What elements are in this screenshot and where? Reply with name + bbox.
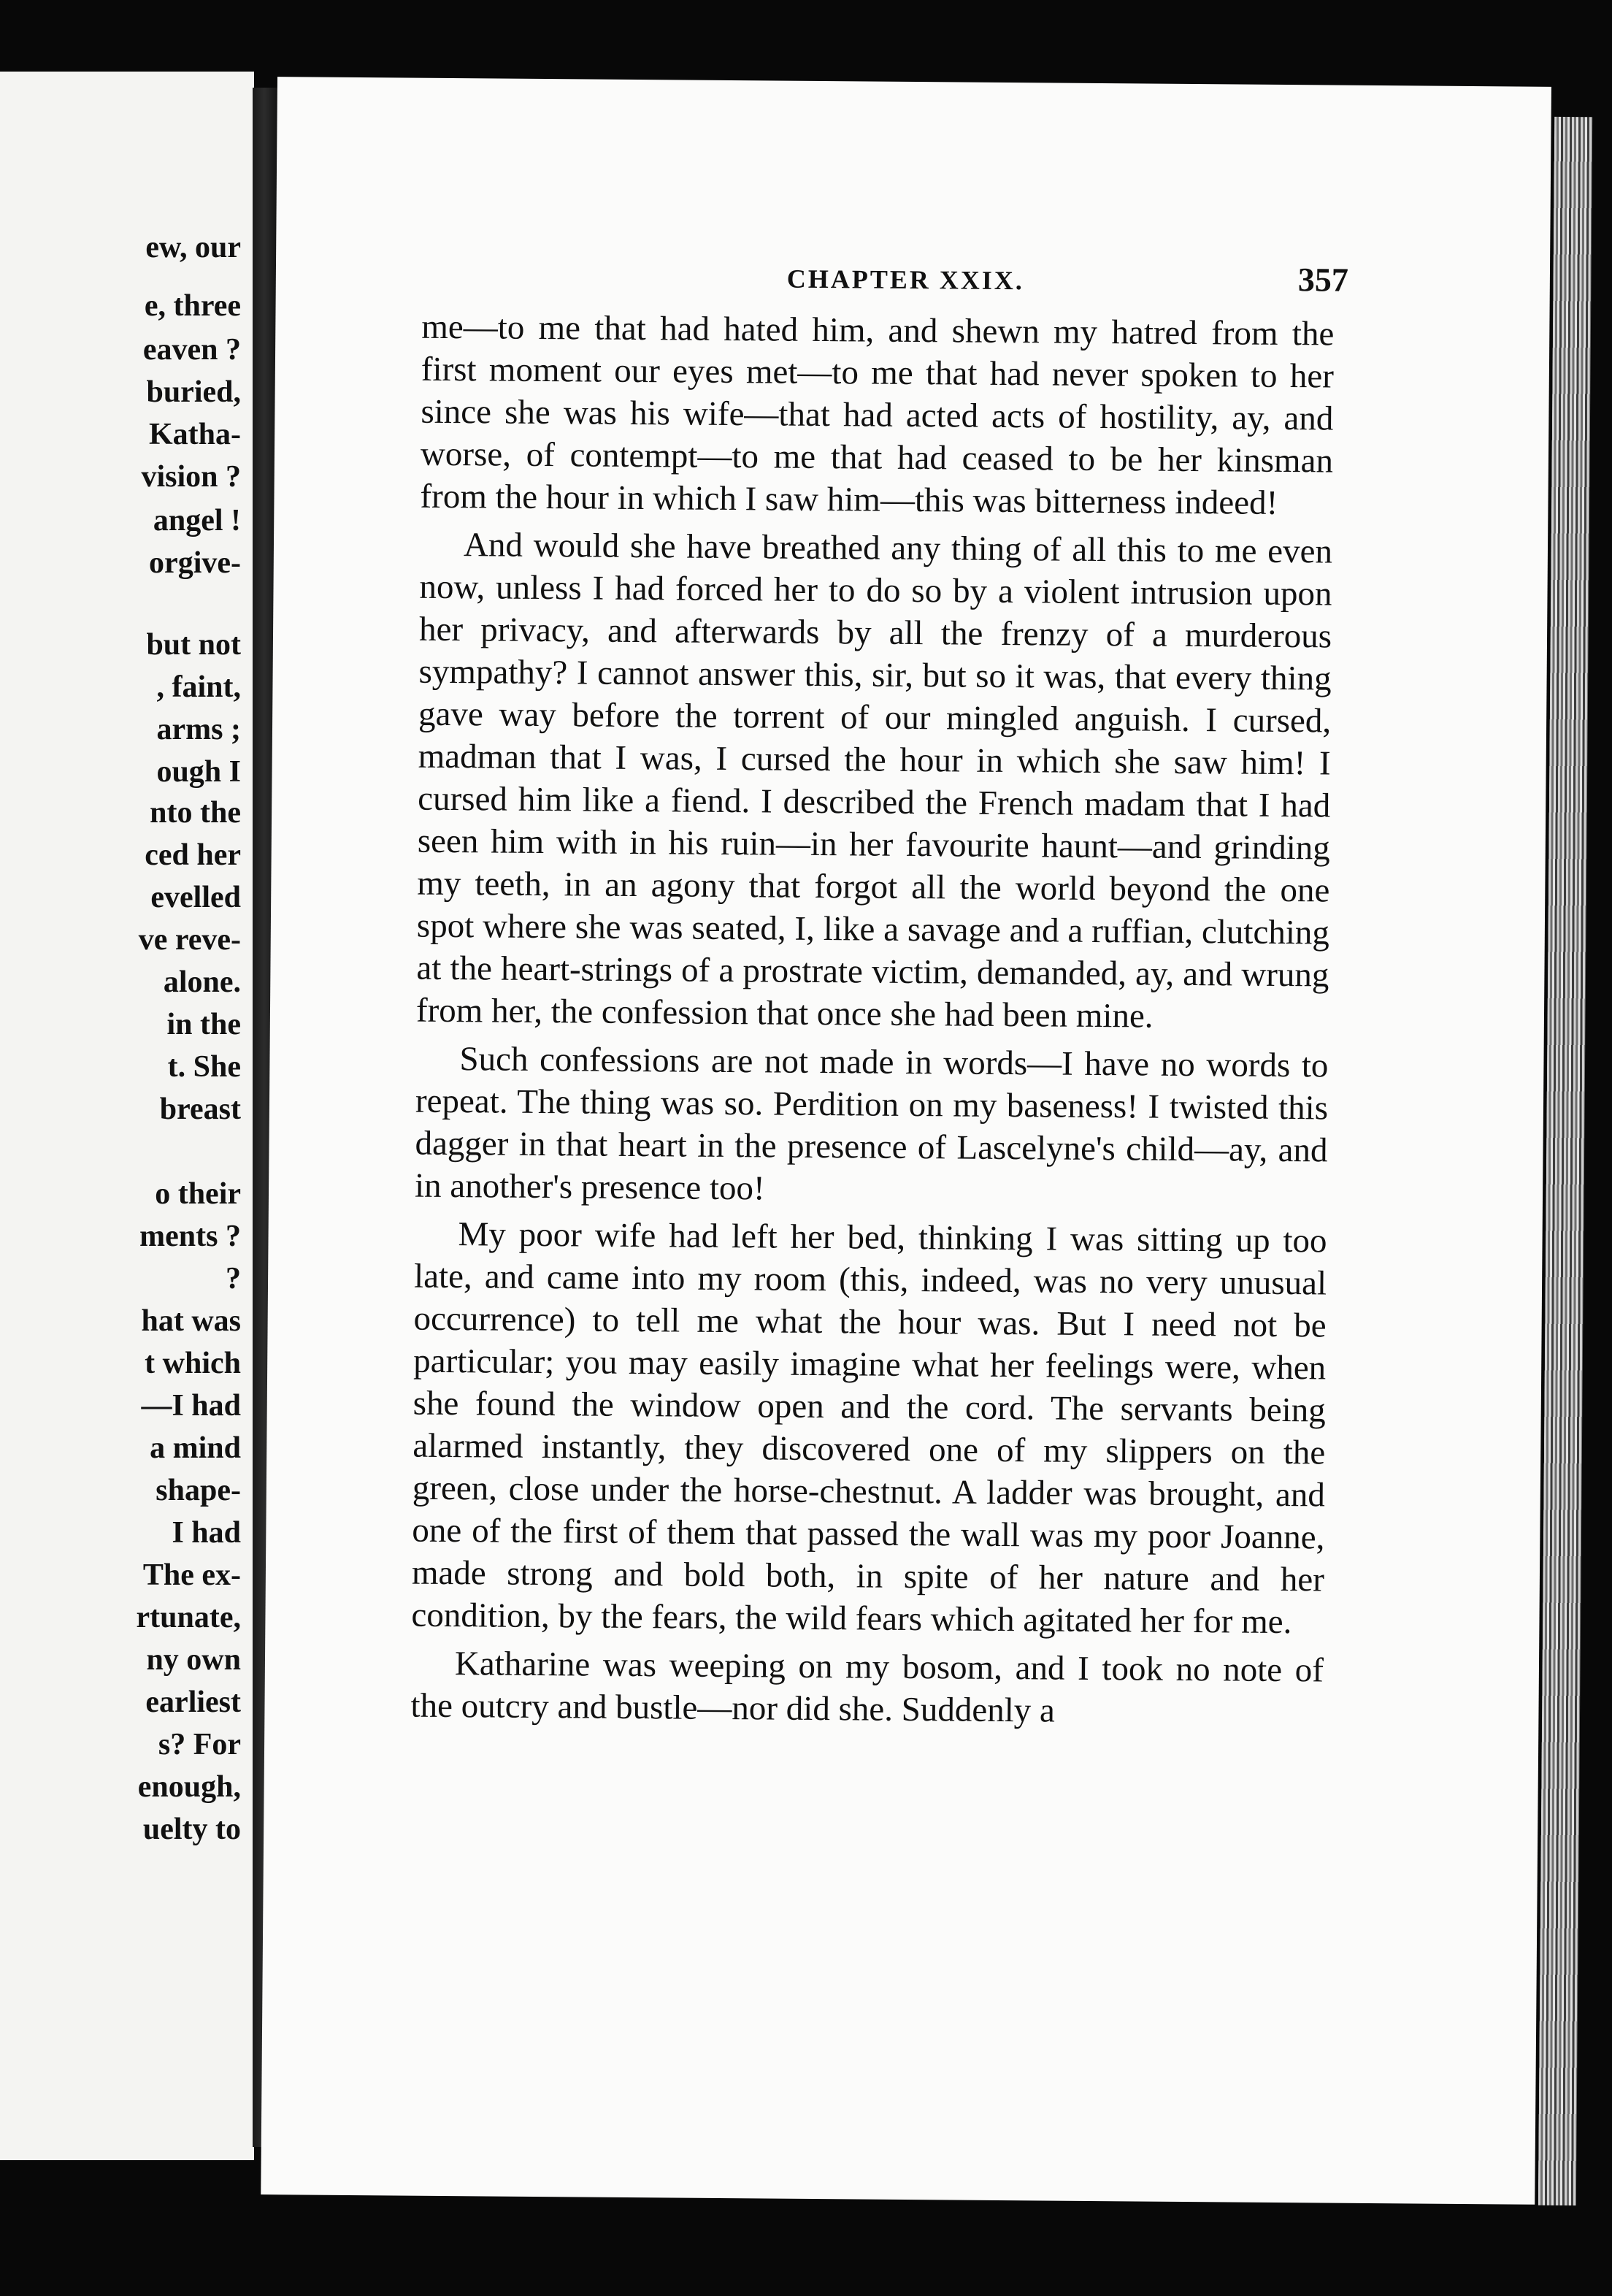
left-page-line-fragment: ments ? [139,1220,241,1253]
left-page-line-fragment: t which [145,1347,241,1380]
left-page-line-fragment: ny own [146,1643,241,1677]
left-page-line-fragment: but not [146,628,241,662]
left-page-line-fragment: buried, [146,375,241,409]
left-page-line-fragment: angel ! [153,504,241,537]
left-page-line-fragment: in the [166,1008,241,1041]
paragraph: Katharine was weeping on my bosom, and I took no note of the outcry and bustle—nor did she. Suddenly a [410,1645,1324,1730]
left-page-line-fragment: evelled [150,881,241,914]
left-page-line-fragment: ew, our [145,231,241,264]
left-page-line-fragment: enough, [137,1770,241,1804]
left-page-line-fragment: eaven ? [142,333,241,367]
left-page-line-fragment: , faint, [156,670,241,704]
left-page-line-fragment: t. She [167,1050,241,1084]
page-body-text [410,306,1334,1734]
left-page-line-fragment: orgive- [149,546,241,580]
left-page-line-fragment: alone. [163,965,241,999]
paragraph: And would she have breathed any thing of all this to me even now, unless I had forced her to do so by a violent intrusion upon her privacy, and afterwards by all the frenzy of a murderous sympathy? I cannot answer this, sir, but so it was, that every thing gave way before the torrent of our mingled anguish. I cursed, madman that I was, I cursed the hour in which she saw him! I cursed him like a fiend. I described the French madam that I had seen him with in his ruin—in her favourite haunt—and grinding my teeth, in an agony that forgot all the world beyond the one spot where she was seated, I, like a savage and a ruffian, clutching at the heart-strings of a prostrate victim, demanded, ay, and wrung from her, the confession that once she had been mine. [415,526,1333,1036]
left-page-line-fragment: rtunate, [136,1601,241,1634]
left-page-line-fragment: earliest [145,1685,241,1719]
left-page-line-fragment: a mind [150,1431,241,1465]
book-page [261,77,1551,2205]
left-page-line-fragment: vision ? [141,460,241,494]
left-page-line-fragment: Katha- [149,418,241,451]
previous-page-fragment [0,72,254,2160]
left-page-line-fragment: ced her [145,838,241,872]
left-page-line-fragment: shape- [156,1474,241,1507]
left-page-line-fragment: ough I [156,755,241,789]
left-page-line-fragment: e, three [144,289,241,323]
paragraph: Such confessions are not made in words—I have no words to repeat. The thing was so. Perdition on my baseness! I twisted this dagger in that heart in the presence of Lascelyne's child—ay, and in another's presence too! [414,1040,1329,1208]
left-page-line-fragment: uelty to [142,1813,241,1846]
left-page-line-fragment: ? [226,1262,241,1296]
running-head: CHAPTER XXIX. [786,264,1025,296]
left-page-line-fragment: hat was [141,1304,241,1338]
left-page-line-fragment: o their [155,1177,241,1211]
left-page-line-fragment: The ex- [142,1558,241,1592]
page-number: 357 [1297,261,1349,299]
paragraph: me—to me that had hated him, and shewn my hatred from the first moment our eyes met—to me that had never spoken to her since she was his wife—that had acted acts of hostility, ay, and worse, of contempt—to me that had ceased to be her kinsman from the hour in which I saw him—this was bitterness indeed! [420,307,1335,522]
left-page-line-fragment: arms ; [156,713,241,746]
left-page-line-fragment: nto the [150,796,241,830]
left-page-line-fragment: s? For [158,1728,241,1761]
left-page-line-fragment: ve reve- [138,923,241,957]
left-page-line-fragment: breast [159,1092,241,1126]
paragraph: My poor wife had left her bed, thinking I was sitting up too late, and came into my room (this, indeed, was no very unusual occurrence) to tell me what the hour was. But I need not be particular; you may easily imagine what her feelings were, when she found the window open and the cord. The servants being alarmed instantly, they discovered one of my slippers on the green, close under the horse-chestnut. A ladder was brought, and one of the first of them that passed the wall was my poor Joanne, made strong and bold both, in spite of her nature and her condition, by the fears, the wild fears which agitated her for me. [411,1215,1327,1642]
left-page-line-fragment: I had [172,1516,241,1550]
left-page-line-fragment: —I had [141,1389,241,1423]
